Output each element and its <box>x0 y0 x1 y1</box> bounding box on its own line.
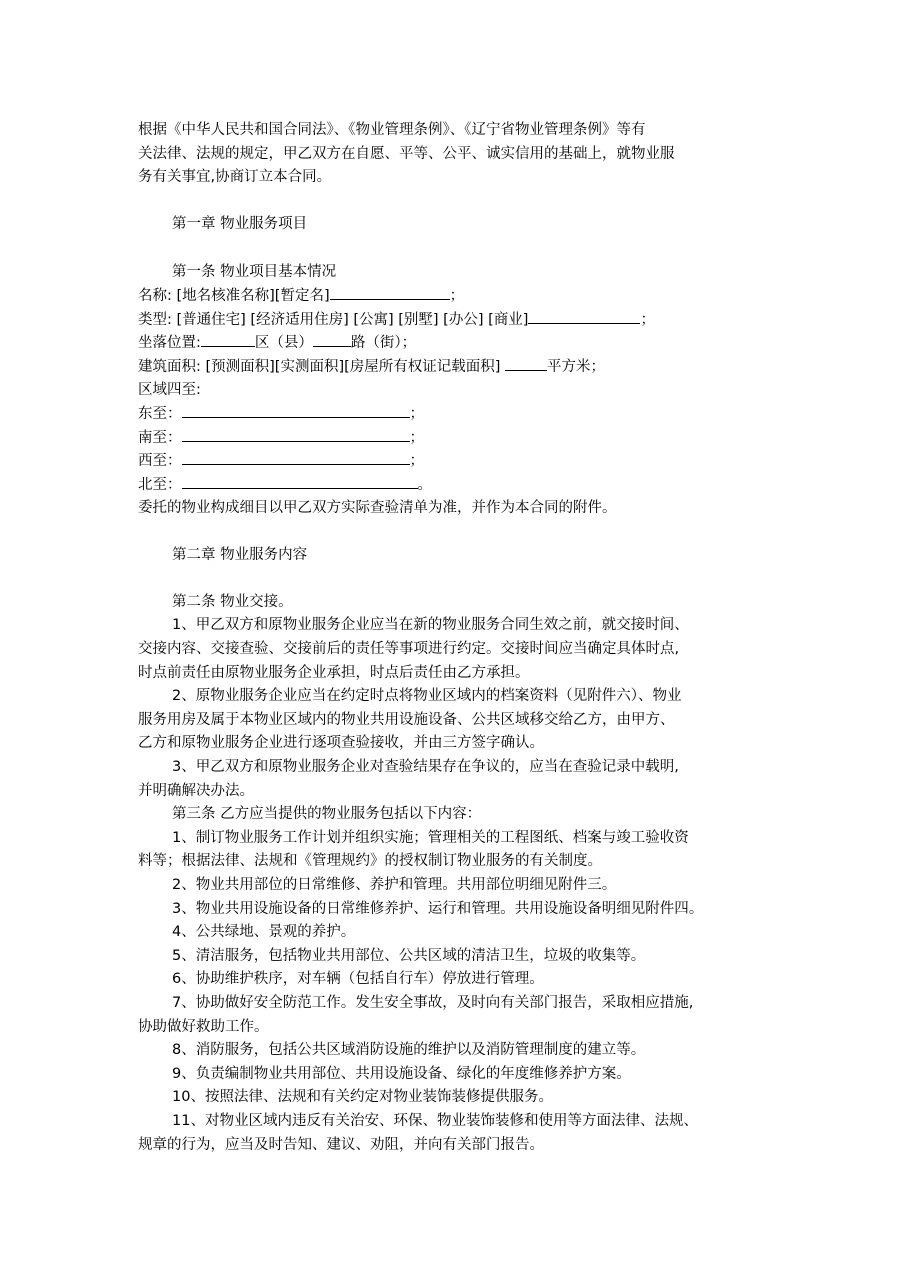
article-2-p1-line-2: 交接内容、交接查验、交接前后的责任等事项进行约定。交接时间应当确定具体时点, <box>138 641 680 658</box>
article-3-item-9: 9、负责编制物业共用部位、共用设施设备、绿化的年度维修养护方案。 <box>172 1065 631 1082</box>
west-blank <box>182 449 410 465</box>
article-2-p3-line-2: 并明确解决办法。 <box>138 782 254 799</box>
article-1-title: 第一条 物业项目基本情况 <box>172 263 337 280</box>
article-2-p2-line-1: 2、原物业服务企业应当在约定时点将物业区域内的档案资料（见附件六）、物业 <box>172 688 682 705</box>
intro-line-1: 根据《中华人民共和国合同法》、《物业管理条例》、《辽宁省物业管理条例》等有 <box>138 122 646 138</box>
boundary-west <box>138 449 788 473</box>
district-label: 区（县） <box>254 335 313 352</box>
field-type <box>138 308 788 332</box>
field-type-end: ； <box>640 311 655 328</box>
boundary-north <box>138 473 788 497</box>
south-blank <box>182 426 410 442</box>
article-3-item-11-line-2: 规章的行为，应当及时告知、建议、劝阻，并向有关部门报告。 <box>138 1136 544 1153</box>
west-label: 西至： <box>138 453 182 470</box>
name-blank <box>330 284 450 300</box>
article-2-p2-line-3: 乙方和原物业服务企业进行逐项查验接收，并由三方签字确认。 <box>138 735 544 752</box>
field-type-label: 类型: [普通住宅] [经济适用住房] [公寓] [别墅] [办公] [商业] <box>138 311 529 328</box>
chapter-1-heading: 第一章 物业服务项目 <box>172 216 308 233</box>
article-2-p3-line-1: 3、甲乙双方和原物业服务企业对查验结果存在争议的，应当在查验记录中载明, <box>172 759 679 776</box>
south-label: 南至： <box>138 429 182 446</box>
west-end: ； <box>409 453 424 470</box>
field-area-label: 建筑面积: [预测面积][实测面积][房屋所有权证记载面积] <box>138 358 501 375</box>
article-3-item-8: 8、消防服务，包括公共区域消防设施的维护以及消防管理制度的建立等。 <box>172 1042 646 1059</box>
field-location <box>138 331 788 355</box>
article-3-item-7-line-1: 7、协助做好安全防范工作。发生安全事故，及时向有关部门报告，采取相应措施, <box>172 994 694 1011</box>
article-3-item-7-line-2: 协助做好救助工作。 <box>138 1018 269 1035</box>
east-end: ； <box>409 406 424 423</box>
spacer <box>138 520 788 544</box>
intro-line-2: 关法律、法规的规定，甲乙双方在自愿、平等、公平、诚实信用的基础上，就物业服 <box>138 145 675 162</box>
article-3-item-6: 6、协助维护秩序，对车辆（包括自行车）停放进行管理。 <box>172 971 544 988</box>
field-area <box>138 355 788 379</box>
article-2-p2-line-2: 服务用房及属于本物业区域内的物业共用设施设备、公共区域移交给乙方，由甲方、 <box>138 711 675 728</box>
article-3-item-10: 10、按照法律、法规和有关约定对物业装饰装修提供服务。 <box>172 1089 553 1106</box>
spacer <box>138 237 788 261</box>
north-end: 。 <box>417 476 432 493</box>
intro-line-3: 务有关事宜,协商订立本合同。 <box>138 169 332 186</box>
south-end: ； <box>409 429 424 446</box>
spacer <box>138 190 788 214</box>
spacer <box>138 567 788 591</box>
east-blank <box>182 402 410 418</box>
article-3-item-4: 4、公共绿地、景观的养护。 <box>172 924 356 941</box>
article-3-title: 第三条 乙方应当提供的物业服务包括以下内容： <box>172 806 482 823</box>
area-unit: 平方米； <box>547 358 606 375</box>
field-location-label: 坐落位置: <box>138 335 201 352</box>
north-label: 北至： <box>138 476 182 493</box>
article-3-item-3: 3、物业共用设施设备的日常维修养护、运行和管理。共用设施设备明细见附件四。 <box>172 900 704 917</box>
article-3-item-2: 2、物业共用部位的日常维修、养护和管理。共用部位明细见附件三。 <box>172 877 617 893</box>
field-name <box>138 284 788 308</box>
article-3-item-11-line-1: 11、对物业区域内违反有关治安、环保、物业装饰装修和使用等方面法律、法规、 <box>172 1112 698 1129</box>
field-name-end: ； <box>449 288 465 305</box>
article-2-title: 第二条 物业交接。 <box>172 593 293 610</box>
boundary-south <box>138 426 788 450</box>
article-3-item-1-line-1: 1、制订物业服务工作计划并组织实施；管理相关的工程图纸、档案与竣工验收资 <box>172 829 689 846</box>
field-name-label: 名称: [地名核准名称][暂定名] <box>138 288 330 305</box>
article-3-item-5: 5、清洁服务，包括物业共用部位、公共区域的清洁卫生，垃圾的收集等。 <box>172 947 646 964</box>
appendix-note: 委托的物业构成细目以甲乙双方实际查验清单为准，并作为本合同的附件。 <box>138 499 617 516</box>
field-boundary: 区域四至: <box>138 381 201 398</box>
field-location-end: ； <box>401 335 417 352</box>
road-blank <box>313 331 351 347</box>
east-label: 东至： <box>138 406 182 423</box>
article-2-p1-line-3: 时点前责任由原物业服务企业承担，时点后责任由乙方承担。 <box>138 664 530 681</box>
district-blank <box>201 331 255 347</box>
chapter-2-heading: 第二章 物业服务内容 <box>172 546 308 563</box>
article-2-p1-line-1: 1、甲乙双方和原物业服务企业应当在新的物业服务合同生效之前，就交接时间、 <box>172 617 689 634</box>
boundary-east <box>138 402 788 426</box>
article-3-item-1-line-2: 料等；根据法律、法规和《管理规约》的授权制订物业服务的有关制度。 <box>138 853 602 870</box>
type-blank <box>528 308 640 324</box>
contract-page <box>138 119 788 1157</box>
road-label: 路（街） <box>350 335 402 352</box>
area-blank <box>505 355 547 371</box>
north-blank <box>182 473 418 489</box>
